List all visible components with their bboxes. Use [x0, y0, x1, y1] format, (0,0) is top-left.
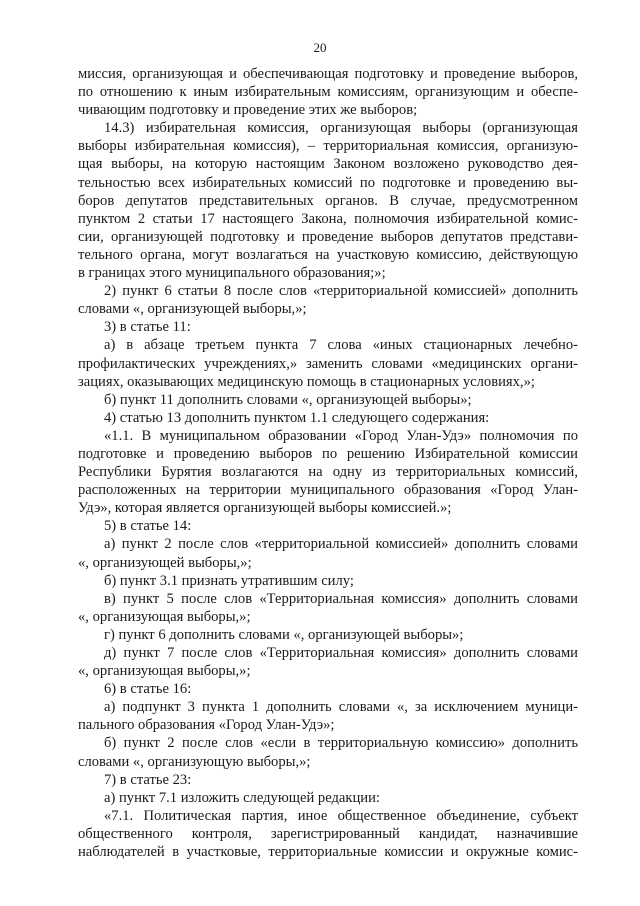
text-line: Республики Бурятия возлагаются на одну из территориальных комиссий, — [78, 464, 578, 481]
text-line: 5) в статье 14: — [104, 518, 192, 535]
text-line: а) пункт 2 после слов «территориальной комиссией» дополнить словами — [104, 536, 578, 553]
text-line: пального образования «Город Улан-Удэ»; — [78, 717, 335, 734]
text-line: 2) пункт 6 статьи 8 после слов «территориальной комиссией» дополнить — [104, 283, 578, 300]
text-line: миссия, организующая и обеспечивающая подготовку и проведение выборов, — [78, 66, 578, 82]
text-line: 3) в статье 11: — [104, 319, 191, 336]
text-line: тельностью всех избирательных комиссий по подготовке и проведению вы- — [78, 174, 578, 191]
text-line: д) пункт 7 после слов «Территориальная комиссия» дополнить словами — [104, 645, 578, 661]
text-line: выборы избирательная комиссия), – территориальная комиссия, организую- — [78, 138, 578, 155]
text-line: а) пункт 7.1 изложить следующей редакции: — [104, 789, 380, 806]
text-line: «, организующая выборы,»; — [78, 663, 251, 680]
document-body — [78, 65, 578, 861]
text-line: 6) в статье 16: — [104, 681, 192, 698]
text-line: 4) статью 13 дополнить пунктом 1.1 следующего содержания: — [104, 409, 490, 426]
text-line: б) пункт 11 дополнить словами «, организующей выборы»; — [104, 391, 472, 408]
text-line: г) пункт 6 дополнить словами «, организующей выборы»; — [104, 626, 464, 643]
text-line: «1.1. В муниципальном образовании «Город Улан-Удэ» полномочия по — [104, 427, 578, 444]
text-line: а) подпункт 3 пункта 1 дополнить словами «, за исключением муници- — [104, 699, 578, 716]
page-number: 20 — [313, 40, 327, 55]
text-line: общественного контроля, зарегистрированный кандидат, назначившие — [78, 825, 578, 842]
text-line: зациях, оказывающих медицинскую помощь в стационарных условиях,»; — [78, 373, 535, 390]
text-line: подготовке и проведению выборов по решению Избирательной комиссии — [78, 445, 578, 462]
text-line: «, организующая выборы,»; — [78, 608, 251, 625]
text-line: а) в абзаце третьем пункта 7 слова «иных стационарных лечебно- — [104, 337, 578, 354]
text-line: 7) в статье 23: — [104, 771, 192, 788]
text-line: чивающим подготовку и проведение этих же выборов; — [78, 102, 418, 119]
text-line: б) пункт 2 после слов «если в территориальную комиссию» дополнить — [104, 735, 578, 752]
text-line: 14.3) избирательная комиссия, организующая выборы (организующая — [104, 120, 578, 137]
text-line: «, организующей выборы,»; — [78, 554, 252, 571]
text-line: словами «, организующую выборы,»; — [78, 753, 311, 770]
text-line: по отношению к иным избирательным комиссиям, организующим и обеспе- — [78, 84, 578, 101]
text-line: расположенных на территории муниципального образования «Город Улан- — [78, 482, 578, 499]
text-line: профилактических учреждениях,» заменить словами «медицинских органи- — [78, 355, 578, 372]
text-line: в границах этого муниципального образования;»; — [78, 265, 386, 282]
text-line: в) пункт 5 после слов «Территориальная комиссия» дополнить словами — [104, 590, 578, 607]
text-line: пунктом 2 статьи 17 настоящего Закона, полномочия избирательной комис- — [78, 210, 578, 227]
text-line: тельного органа, могут возлагаться на участковую комиссию, действующую — [78, 246, 578, 263]
text-line: б) пункт 3.1 признать утратившим силу; — [104, 572, 354, 589]
text-line: «7.1. Политическая партия, иное общественное объединение, субъект — [104, 807, 578, 824]
text-line: наблюдателей в участковые, территориальные комиссии и окружные комис- — [78, 844, 578, 861]
text-line: словами «, организующей выборы,»; — [78, 301, 307, 318]
text-line: щая выборы, на которую настоящим Законом возложено руководство дея- — [78, 156, 578, 173]
text-line: сии, организующей подготовку и проведение выборов депутатов представи- — [78, 228, 578, 245]
text-line: Удэ», которая является организующей выборы комиссией.»; — [78, 500, 452, 517]
text-line: боров депутатов представительных органов. В случае, предусмотренном — [78, 192, 578, 209]
